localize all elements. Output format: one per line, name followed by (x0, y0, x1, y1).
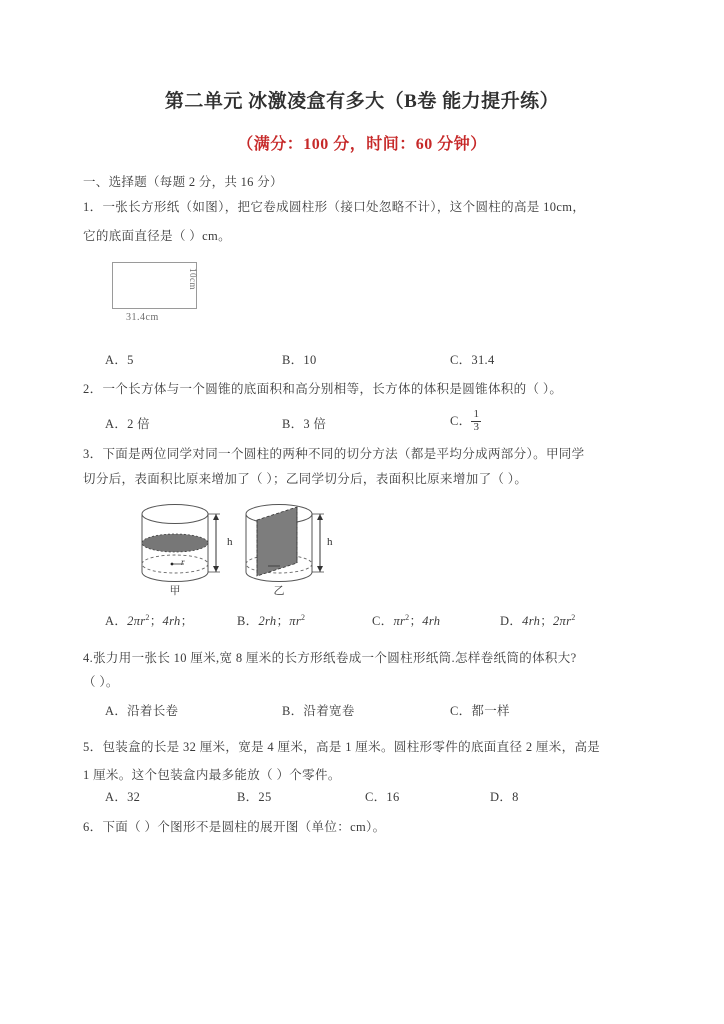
height-marker-yi (312, 514, 324, 572)
question-3-line-1: 3．下面是两位同学对同一个圆柱的两种不同的切分方法（都是平均分成两部分）。甲同学 (83, 447, 585, 461)
rectangle-shape (112, 262, 197, 309)
question-3-option-c-sep: ； (409, 614, 423, 628)
question-3-option-a-expr1: 2πr (127, 614, 146, 628)
cylinder-jia (142, 505, 208, 582)
question-3-option-d (500, 611, 576, 629)
question-4-option-c: C．都一样 (450, 704, 510, 718)
question-3-option-b (237, 611, 305, 629)
question-3-option-d-prefix: D． (500, 614, 523, 628)
question-4-line-1: 4.张力用一张长 10 厘米,宽 8 厘米的长方形纸卷成一个圆柱形纸筒.怎样卷纸筒的体积大? (83, 651, 577, 665)
question-3-option-b-sep: ； (276, 614, 290, 628)
question-5-option-b: B．25 (237, 790, 272, 804)
question-2-option-c (450, 410, 481, 434)
figure-rectangle-net (112, 262, 222, 334)
fraction-denominator: 3 (473, 420, 480, 433)
question-1-option-a: A．5 (105, 353, 134, 367)
question-4-option-a: A．沿着长卷 (105, 704, 179, 718)
question-3-option-c-prefix: C． (372, 614, 394, 628)
question-5-line-1: 5．包装盒的长是 32 厘米，宽是 4 厘米，高是 1 厘米。圆柱形零件的底面直径 2 厘米，高是 (83, 740, 601, 754)
question-3-option-a (105, 611, 193, 629)
cylinder-yi-height-label: h (227, 536, 233, 548)
cylinder-yi-label: 乙 (273, 585, 285, 597)
question-3-option-a-sep: ； (149, 614, 163, 628)
section-heading-choice: 一、选择题（每题 2 分，共 16 分） (83, 175, 283, 189)
cylinder-jia-height-label: h (327, 536, 333, 548)
fraction-numerator: 1 (473, 408, 480, 420)
question-3-option-b-prefix: B． (237, 614, 259, 628)
question-3-option-b-expr2: πr (289, 614, 302, 628)
height-marker-jia (208, 514, 220, 572)
question-6-line-1: 6．下面（ ）个图形不是圆柱的展开图（单位：cm）。 (83, 820, 386, 834)
question-2-option-b: B．3 倍 (282, 417, 327, 431)
rectangle-width-label: 31.4cm (126, 312, 159, 323)
question-5-option-d: D．8 (490, 790, 519, 804)
question-1-line-1: 1．一张长方形纸（如图），把它卷成圆柱形（接口处忽略不计），这个圆柱的高是 10cm， (83, 200, 586, 214)
question-3-option-d-expr1: 4rh (522, 614, 541, 628)
question-5-option-a: A．32 (105, 790, 141, 804)
figure-cylinder-cuts (128, 500, 343, 598)
question-3-line-2: 切分后，表面积比原来增加了（ ）；乙同学切分后，表面积比原来增加了（ ）。 (83, 472, 528, 486)
question-1-line-2: 它的底面直径是（ ）cm。 (83, 229, 231, 243)
question-3-option-a-suffix: ； (180, 614, 194, 628)
question-5-line-2: 1 厘米。这个包装盒内最多能放（ ）个零件。 (83, 768, 341, 782)
question-3-option-b-exp2: 2 (301, 612, 306, 622)
question-3-option-d-sep: ； (540, 614, 553, 628)
question-3-option-a-expr2: 4rh (162, 614, 181, 628)
question-3-option-c (372, 611, 440, 629)
question-3-option-c-exp1: 2 (405, 612, 410, 622)
question-1-option-c: C．31.4 (450, 353, 495, 367)
question-3-option-b-expr1: 2rh (258, 614, 277, 628)
question-3-option-d-expr2: 2πr (553, 614, 572, 628)
question-3-option-c-expr2: 4rh (422, 614, 441, 628)
question-4-option-b: B．沿着宽卷 (282, 704, 355, 718)
question-2-line-1: 2．一个长方体与一个圆锥的底面积和高分别相等，长方体的体积是圆锥体积的（ ）。 (83, 382, 563, 396)
page-title: 第二单元 冰激凌盒有多大（B卷 能力提升练） (164, 91, 560, 112)
exam-info-subtitle: （满分：100 分，时间：60 分钟） (237, 136, 487, 153)
cylinder-yi (246, 505, 312, 582)
question-3-option-a-prefix: A． (105, 614, 128, 628)
question-4-line-2: （ ）。 (83, 675, 119, 689)
question-1-option-b: B．10 (282, 353, 317, 367)
question-3-option-c-expr1: πr (393, 614, 406, 628)
cylinder-jia-label: 甲 (169, 585, 181, 597)
question-2-option-a: A．2 倍 (105, 417, 150, 431)
question-3-option-d-exp2: 2 (571, 612, 576, 622)
rectangle-height-label: 10cm (188, 268, 198, 290)
question-2-option-c-label: C． (450, 413, 472, 428)
question-5-option-c: C．16 (365, 790, 400, 804)
fraction-one-third (471, 409, 481, 433)
question-3-option-a-exp1: 2 (145, 612, 150, 622)
cylinder-radius-label: r (181, 557, 185, 567)
